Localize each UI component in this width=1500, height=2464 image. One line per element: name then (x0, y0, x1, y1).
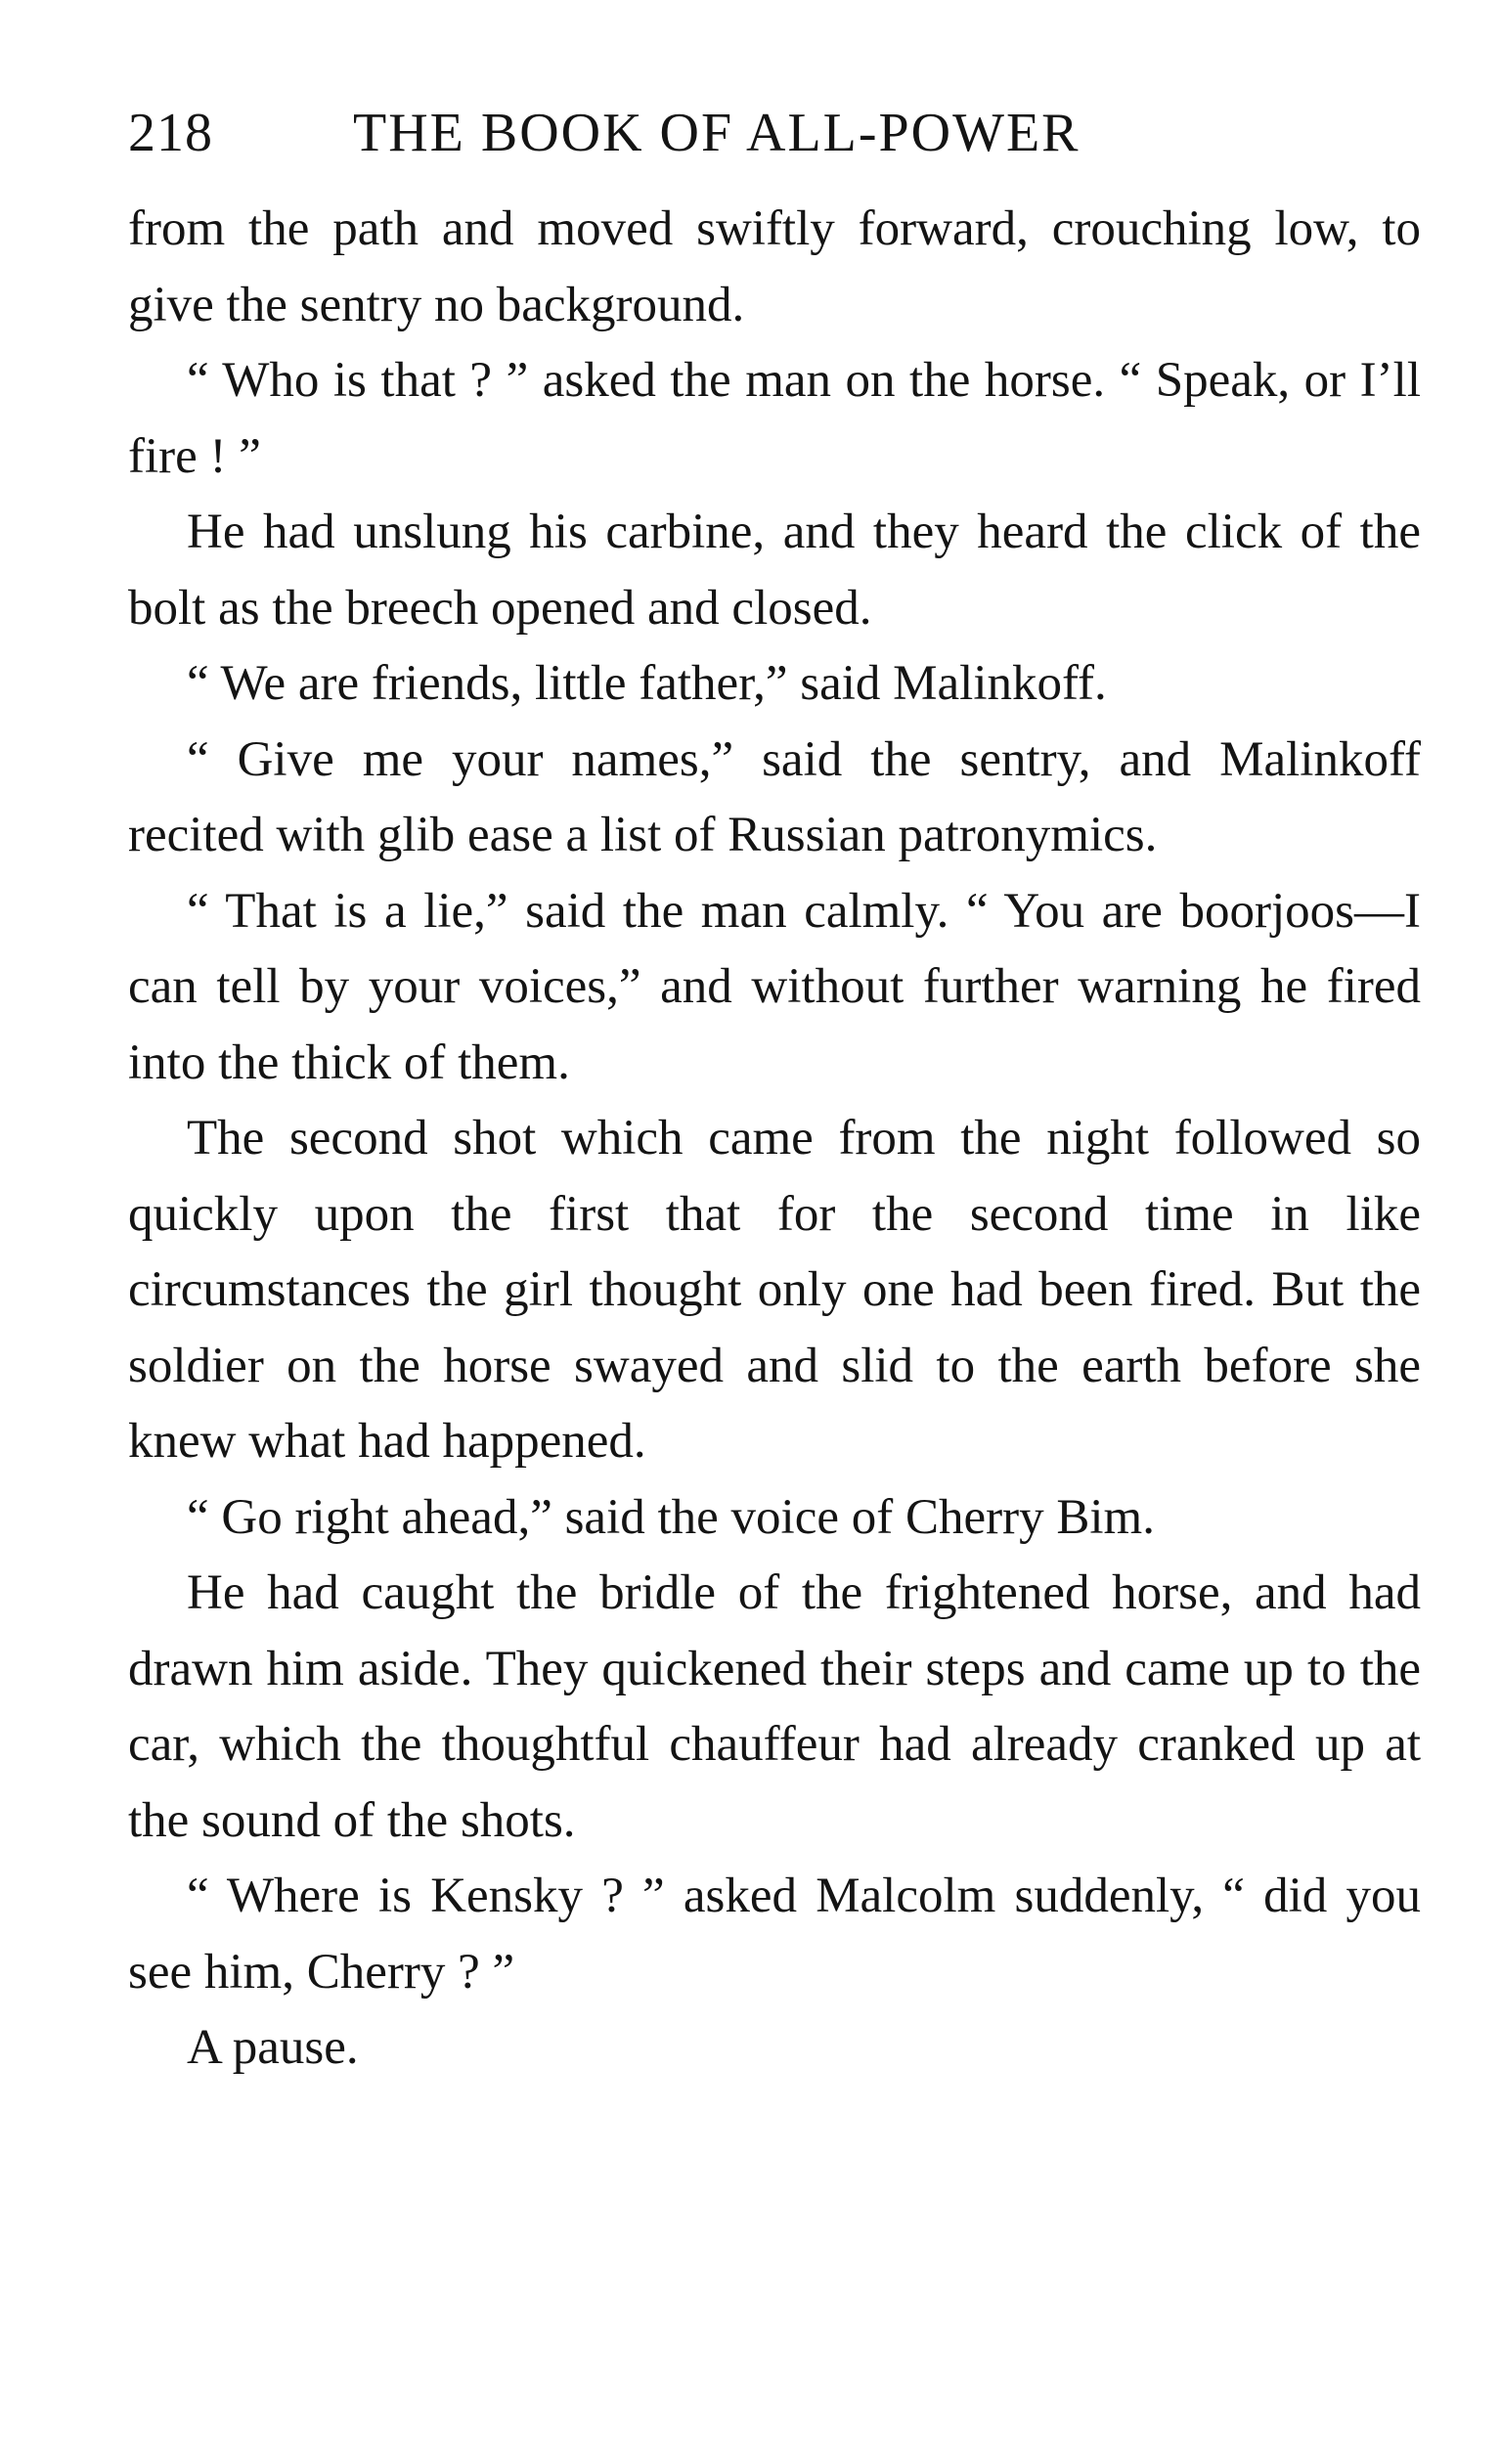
book-page (128, 103, 1421, 2087)
page-number: 218 (128, 103, 213, 163)
paragraph-second-shot: The second shot which came from the night followed so quickly upon the first that for the second time in like circumstances the girl thought only one had been fired. But the soldier on the horse swayed and slid to the earth before she knew what had happened. (128, 1111, 1421, 1469)
paragraph-sentry-challenge: “ Who is that ? ” asked the man on the horse. “ Speak, or I’ll fire ! ” (128, 353, 1421, 484)
running-title: THE BOOK OF ALL-POWER (353, 103, 1081, 163)
paragraph-continued: from the path and moved swiftly forward, crouching low, to give the sentry no background. (128, 201, 1421, 332)
paragraph-lie: “ That is a lie,” said the man calmly. “ You are boorjoos—I can tell by your voices,” and without further warning he fired into the thick of them. (128, 883, 1421, 1090)
body-text (128, 192, 1421, 2087)
paragraph-carbine: He had unslung his carbine, and they heard the click of the bolt as the breech opened and closed. (128, 505, 1421, 636)
paragraph-go-ahead: “ Go right ahead,” said the voice of Cherry Bim. (187, 1489, 1155, 1545)
paragraph-pause: A pause. (187, 2020, 359, 2075)
paragraph-friends: “ We are friends, little father,” said Malinkoff. (187, 656, 1107, 711)
paragraph-bridle: He had caught the bridle of the frightened horse, and had drawn him aside. They quickened their steps and came up to the car, which the thoughtful chauffeur had already cranked up at the sound of the shots. (128, 1565, 1421, 1848)
paragraph-kensky: “ Where is Kensky ? ” asked Malcolm suddenly, “ did you see him, Cherry ? ” (128, 1869, 1421, 2000)
running-head (128, 103, 1421, 170)
paragraph-names: “ Give me your names,” said the sentry, and Malinkoff recited with glib ease a list of Russian patronymics. (128, 731, 1421, 862)
